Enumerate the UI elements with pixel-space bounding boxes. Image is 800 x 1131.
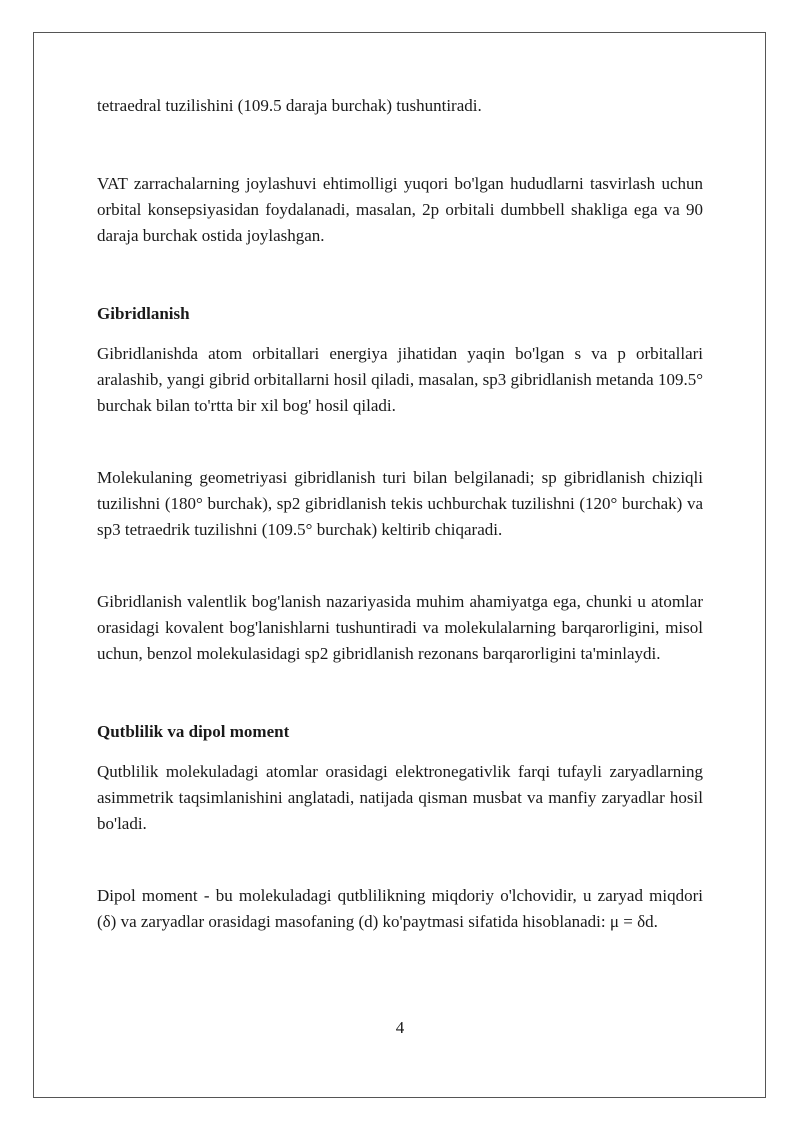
- paragraph-hybridization-definition: Gibridlanishda atom orbitallari energiya jihatidan yaqin bo'lgan s va p orbitallari aralashib, yangi gibrid orbitallarni hosil qiladi, masalan, sp3 gibridlanish metanda 109.5° burchak bilan to'rtta bir xil bog' hosil qiladi.: [97, 344, 703, 415]
- paragraph-tetrahedral-continuation: tetraedral tuzilishini (109.5 daraja burchak) tushuntiradi.: [97, 96, 482, 115]
- paragraph-polarity-definition: Qutblilik molekuladagi atomlar orasidagi elektronegativlik farqi tufayli zaryadlarning asimmetrik taqsimlanishini anglatadi, natijada qisman musbat va manfiy zaryadlar hosil bo'ladi.: [97, 762, 703, 833]
- document-body: [97, 93, 703, 935]
- heading-qutblilik-dipol-moment: Qutblilik va dipol moment: [97, 722, 290, 741]
- paragraph-vat-orbital-concept: VAT zarrachalarning joylashuvi ehtimolligi yuqori bo'lgan hududlarni tasvirlash uchun orbital konsepsiyasidan foydalanadi, masalan, 2p orbitali dumbbell shakliga ega va 90 daraja burchak ostida joylashgan.: [97, 174, 703, 245]
- paragraph-molecular-geometry: Molekulaning geometriyasi gibridlanish turi bilan belgilanadi; sp gibridlanish chiziqli tuzilishni (180° burchak), sp2 gibridlanish tekis uchburchak tuzilishni (120° burchak) va sp3 tetraedrik tuzilishni (109.5° burchak) keltirib chiqaradi.: [97, 468, 703, 539]
- page-number: 4: [395, 1018, 405, 1037]
- heading-gibridlanish: Gibridlanish: [97, 304, 190, 323]
- paragraph-dipole-moment: Dipol moment - bu molekuladagi qutblilikning miqdoriy o'lchovidir, u zaryad miqdori (δ) va zaryadlar orasidagi masofaning (d) ko'paytmasi sifatida hisoblanadi: μ = δd.: [97, 886, 703, 931]
- paragraph-valence-bond-importance: Gibridlanish valentlik bog'lanish nazariyasida muhim ahamiyatga ega, chunki u atomlar orasidagi kovalent bog'lanishlarni tushuntiradi va molekulalarning barqarorligini, misol uchun, benzol molekulasidagi sp2 gibridlanish rezonans barqarorligini ta'minlaydi.: [97, 592, 703, 663]
